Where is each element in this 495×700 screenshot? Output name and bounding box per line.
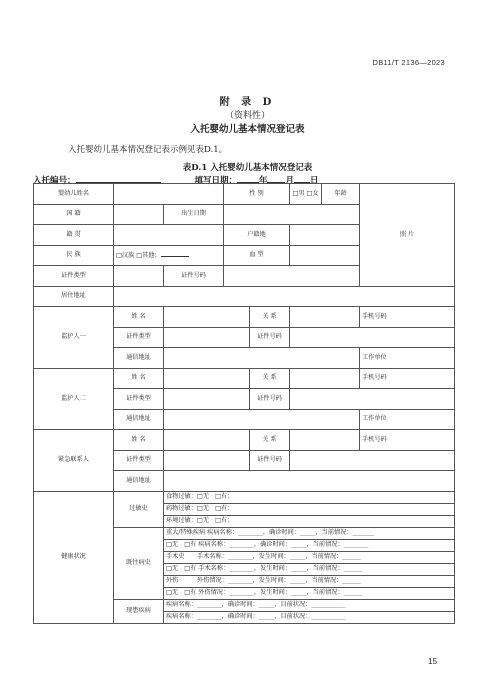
allergy-label: 过敏史: [114, 491, 164, 527]
gender-options[interactable]: □男 □女: [290, 184, 322, 205]
emergency-relation-field[interactable]: [290, 430, 360, 451]
major-disease-line2[interactable]: □无 □有 疾病名称：________，确诊时间：_____，当前情况：________: [164, 539, 455, 551]
guardian2-workplace-label: 工作单位: [360, 409, 455, 430]
entry-no-blank[interactable]: [76, 176, 161, 183]
drug-allergy[interactable]: 药物过敏：□无 □有：: [164, 503, 455, 515]
id-no-label: 证件号码: [164, 266, 224, 287]
guardian1-label: 监护人一: [34, 307, 114, 369]
injury-line2[interactable]: □无 □有 外伤情况：________，发生时间：_____，当前情况：______: [164, 587, 455, 599]
injury-line1[interactable]: 外伤 外伤情况：________，发生时间：_____，当前情况：______: [164, 575, 455, 587]
guardian2-id-type-field[interactable]: [164, 389, 250, 410]
emergency-id-type-label: 证件类型: [114, 450, 164, 471]
guardian2-phone-label: 手机号码: [360, 368, 455, 389]
emergency-name-label: 姓 名: [114, 430, 164, 451]
guardian2-mail-field[interactable]: [164, 409, 360, 430]
year-blank[interactable]: [237, 176, 259, 183]
native-place-label: 籍 贯: [34, 225, 114, 246]
guardian1-name-field[interactable]: [164, 307, 250, 328]
child-name-field[interactable]: [114, 184, 224, 205]
table-caption: 表D.1 入托婴幼儿基本情况登记表: [182, 163, 313, 173]
photo-box: 照 片: [360, 184, 455, 287]
gender-label: 性 别: [224, 184, 290, 205]
native-place-field[interactable]: [114, 225, 224, 246]
guardian1-id-no-field[interactable]: [290, 327, 455, 348]
nationality-label: 国 籍: [34, 204, 114, 225]
registration-table: [33, 183, 455, 624]
guardian1-id-no-label: 证件号码: [250, 327, 290, 348]
day-blank[interactable]: [294, 176, 310, 183]
blood-type-label: 血 型: [224, 245, 290, 266]
entry-no-label: 入托编号：: [33, 176, 76, 186]
appendix-title: 附 录 D: [219, 97, 276, 108]
appendix-type: （资料性）: [224, 111, 270, 121]
intro-text: 入托婴幼儿基本情况登记表示例见表D.1。: [68, 145, 228, 155]
health-label: 健康状况: [34, 491, 114, 623]
guardian1-id-type-field[interactable]: [164, 327, 250, 348]
id-type-label: 证件类型: [34, 266, 114, 287]
history-label: 既往病史: [114, 527, 164, 599]
current-disease-line1[interactable]: 疾病名称：________，确诊时间：_____，目前状况：___________: [164, 599, 455, 611]
guardian2-relation-label: 关 系: [250, 368, 290, 389]
current-disease-label: 现患疾病: [114, 599, 164, 623]
emergency-id-no-field[interactable]: [290, 450, 455, 471]
emergency-phone-label: 手机号码: [360, 430, 455, 451]
day-label: 日: [310, 176, 319, 186]
major-disease-line1[interactable]: 重大/特殊疾病 疾病名称：________，确诊时间：_____，当前情况：_______: [164, 527, 455, 539]
guardian1-name-label: 姓 名: [114, 307, 164, 328]
guardian2-name-field[interactable]: [164, 368, 250, 389]
food-allergy[interactable]: 食物过敏：□无 □有：: [164, 491, 455, 503]
guardian2-id-type-label: 证件类型: [114, 389, 164, 410]
id-no-field[interactable]: [224, 266, 360, 287]
guardian1-phone-label: 手机号码: [360, 307, 455, 328]
guardian2-label: 监护人二: [34, 368, 114, 430]
guardian2-name-label: 姓 名: [114, 368, 164, 389]
month-label: 月: [285, 176, 294, 186]
emergency-relation-label: 关 系: [250, 430, 290, 451]
page-number: 15: [428, 657, 437, 666]
household-label: 户籍地: [224, 225, 290, 246]
birth-date-field[interactable]: [224, 204, 360, 225]
age-label: 年龄: [322, 184, 360, 205]
guardian2-id-no-label: 证件号码: [250, 389, 290, 410]
guardian1-relation-label: 关 系: [250, 307, 290, 328]
fill-date-label: 填写日期：: [194, 176, 237, 186]
guardian1-mail-field[interactable]: [164, 348, 360, 369]
surgery-line1[interactable]: 手术史 手术名称：________，发生时间：_____，当前情况：______: [164, 551, 455, 563]
household-field[interactable]: [290, 225, 360, 246]
surgery-line2[interactable]: □无 □有 手术名称：________，发生时间：_____，当前情况：______: [164, 563, 455, 575]
guardian2-id-no-field[interactable]: [290, 389, 455, 410]
month-blank[interactable]: [267, 176, 285, 183]
nationality-field[interactable]: [114, 204, 164, 225]
guardian2-relation-field[interactable]: [290, 368, 360, 389]
guardian1-workplace-label: 工作单位: [360, 348, 455, 369]
current-disease-line2[interactable]: 疾病名称：________，确诊时间：_____，目前状况：___________: [164, 611, 455, 623]
ethnicity-label: 民 族: [34, 245, 114, 266]
year-label: 年: [258, 176, 268, 186]
emergency-id-no-label: 证件号码: [250, 450, 290, 471]
guardian1-relation-field[interactable]: [290, 307, 360, 328]
birth-date-label: 出生日期: [164, 204, 224, 225]
blood-type-field[interactable]: [290, 245, 360, 266]
appendix-name: 入托婴幼儿基本情况登记表: [190, 124, 305, 135]
emergency-id-type-field[interactable]: [164, 450, 250, 471]
guardian2-mail-label: 通信地址: [114, 409, 164, 430]
address-label: 居住地址: [34, 286, 114, 307]
id-type-field[interactable]: [114, 266, 164, 287]
emergency-name-field[interactable]: [164, 430, 250, 451]
emergency-mail-field[interactable]: [164, 471, 455, 492]
address-field[interactable]: [114, 286, 455, 307]
guardian1-mail-label: 通信地址: [114, 348, 164, 369]
ethnicity-options[interactable]: □汉族 □其他：: [114, 245, 224, 266]
guardian1-id-type-label: 证件类型: [114, 327, 164, 348]
standard-code: DB11/T 2136—2023: [372, 58, 445, 67]
child-name-label: 婴幼儿姓名: [34, 184, 114, 205]
emergency-mail-label: 通信地址: [114, 471, 164, 492]
env-allergy[interactable]: 环境过敏：□无 □有：: [164, 515, 455, 527]
emergency-label: 紧急联系人: [34, 430, 114, 492]
